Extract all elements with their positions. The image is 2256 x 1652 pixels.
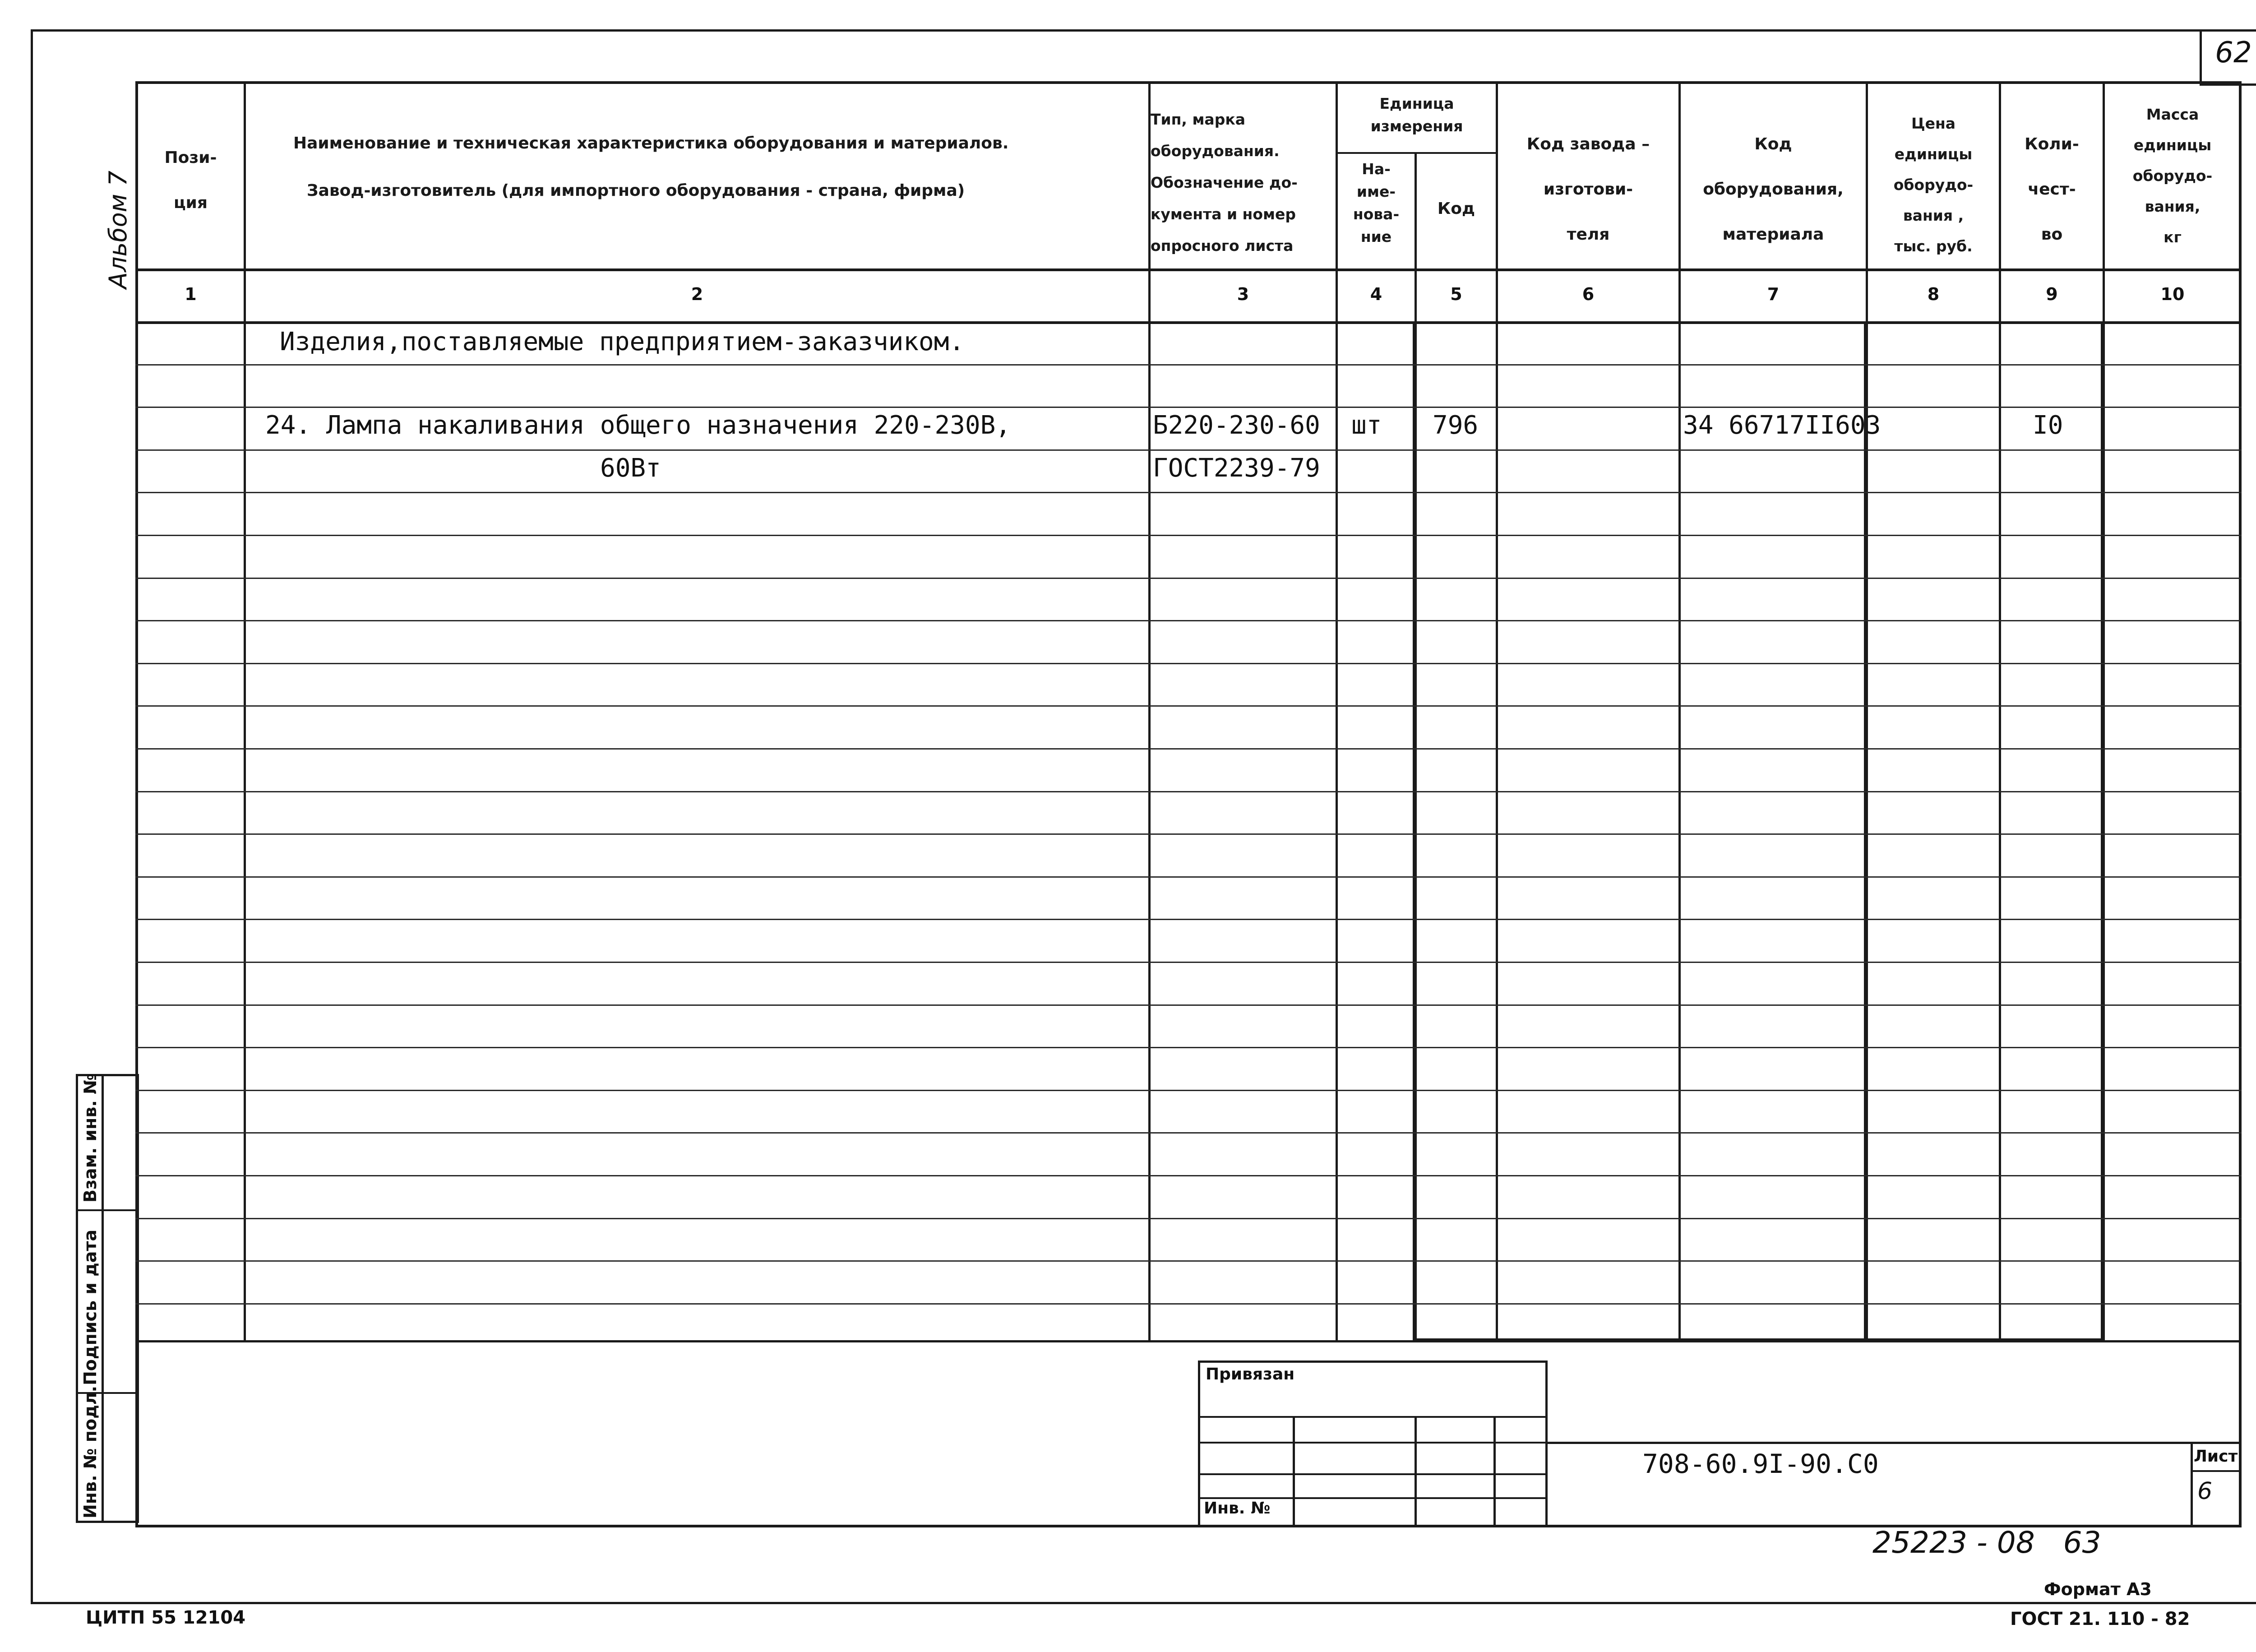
table-row-line: [135, 364, 2242, 366]
sheet-label-line: [2191, 1470, 2242, 1472]
table-row-line: [135, 748, 2242, 750]
header-factory-code: Код завода – изготови- теля: [1526, 135, 1650, 244]
table-row-line: [135, 1218, 2242, 1219]
col-divider-5: [1496, 81, 1498, 325]
bound-vline-1: [1293, 1416, 1295, 1525]
item-description-line1: 24. Лампа накаливания общего назначения 220-230В,: [265, 411, 1011, 440]
header-price: Цена единицы оборудо- вания , тыс. руб.: [1893, 115, 1974, 255]
table-row-line: [135, 663, 2242, 664]
header-unit-group: Единица измерения: [1370, 95, 1463, 135]
item-unit-code: 796: [1433, 411, 1479, 440]
table-row-line: [135, 791, 2242, 792]
table-row-line: [135, 876, 2242, 878]
inv-no-label: Инв. №: [1204, 1499, 1271, 1518]
colnum-3: 3: [1237, 284, 1249, 304]
gost-label: ГОСТ 21. 110 - 82: [2010, 1609, 2190, 1629]
colnum-6: 6: [1582, 284, 1595, 304]
col-divider-9: [2103, 81, 2105, 325]
item-unit: шт: [1351, 411, 1382, 440]
sheet-number: 6: [2197, 1478, 2213, 1505]
divider-5-6: [1496, 321, 1498, 1342]
bold-divider-5: [1413, 321, 1417, 1342]
col-divider-3: [1336, 81, 1338, 1342]
table-row-line: [135, 833, 2242, 835]
bold-divider-9: [2101, 321, 2105, 1342]
side-stamp-inner: [102, 1074, 104, 1523]
corner-page-number: 62: [2215, 36, 2252, 69]
column-number-bottom-line: [135, 321, 2242, 324]
bound-vline-2: [1415, 1416, 1417, 1525]
side-stamp-sep1: [76, 1209, 139, 1211]
item-material-code: 34 66717II603: [1683, 411, 1881, 440]
item-type: Б220-230-60: [1153, 411, 1320, 440]
col-divider-6: [1678, 81, 1681, 1342]
header-equipment-code: Код оборудования, материала: [1703, 135, 1844, 244]
header-bottom-line: [135, 268, 2242, 271]
col-divider-7: [1866, 81, 1868, 325]
table-row-line: [135, 705, 2242, 707]
colnum-9: 9: [2046, 284, 2058, 304]
bold-divider-7: [1864, 321, 1868, 1342]
colnum-10: 10: [2160, 284, 2185, 304]
col-divider-2: [1148, 81, 1151, 1342]
printer-label: ЦИТП 55 12104: [86, 1607, 246, 1628]
table-row-line: [135, 449, 2242, 451]
side-inv-replace: Взам. инв. №: [80, 1074, 100, 1203]
table-row-line: [135, 1004, 2242, 1006]
sheet-divider: [2191, 1442, 2193, 1527]
format-label: Формат А3: [2044, 1579, 2152, 1599]
colnum-5: 5: [1450, 284, 1462, 304]
item-document: ГОСТ2239-79: [1153, 453, 1320, 483]
document-code: 708-60.9I-90.С0: [1642, 1448, 1879, 1479]
colnum-8: 8: [1927, 284, 1940, 304]
table-row-line: [135, 1175, 2242, 1176]
item-description-line2: 60Вт: [600, 453, 661, 483]
colnum-1: 1: [185, 284, 197, 304]
table-row-line: [135, 1047, 2242, 1048]
side-inv-orig: Инв. № подл.: [80, 1385, 100, 1518]
bound-label: Привязан: [1206, 1365, 1295, 1384]
table-row-line: [135, 620, 2242, 621]
header-unit-name: На- име- нова- ние: [1353, 160, 1400, 245]
table-row-line: [135, 535, 2242, 536]
table-row-line: [135, 1260, 2242, 1262]
table-row-line: [135, 1132, 2242, 1134]
colnum-4: 4: [1370, 284, 1382, 304]
table-row-line: [135, 407, 2242, 408]
table-row-line: [135, 962, 2242, 963]
handwritten-stamp: 25223 - 08 63: [1872, 1525, 2101, 1560]
colnum-2: 2: [691, 284, 703, 304]
table-row-line: [135, 578, 2242, 579]
header-name-line1: Наименование и техническая характеристика оборудования и материалов.: [293, 134, 1009, 153]
header-mass: Масса единицы оборудо- вания, кг: [2132, 106, 2213, 246]
col-divider-8: [1999, 81, 2001, 1342]
col-divider-1: [244, 81, 246, 1342]
table-row-line: [135, 919, 2242, 920]
header-position: Пози- ция: [164, 148, 217, 212]
colnum-7: 7: [1767, 284, 1780, 304]
title-block-top: [1548, 1442, 2242, 1444]
side-sign-date: Подпись и дата: [80, 1229, 100, 1385]
col-divider-4: [1415, 152, 1417, 324]
item-quantity: I0: [2033, 411, 2063, 440]
table-row-line: [135, 492, 2242, 493]
album-label: Альбом 7: [104, 171, 132, 289]
header-type: Тип, марка оборудования. Обозначение до- кумента и номер опросного листа: [1151, 111, 1298, 255]
table-row-line: [135, 1090, 2242, 1091]
bound-vline-3: [1493, 1416, 1496, 1525]
table-body-bottom: [135, 1340, 2242, 1342]
header-name-line2: Завод-изготовитель (для импортного оборудования - страна, фирма): [307, 181, 965, 200]
sheet-label: Лист: [2194, 1447, 2238, 1466]
header-quantity: Коли- чест- во: [2025, 135, 2079, 244]
section-title: Изделия,поставляемые предприятием-заказчиком.: [280, 327, 965, 356]
header-unit-code: Код: [1437, 199, 1475, 218]
table-row-line: [135, 1303, 2242, 1305]
unit-group-line: [1338, 152, 1496, 154]
